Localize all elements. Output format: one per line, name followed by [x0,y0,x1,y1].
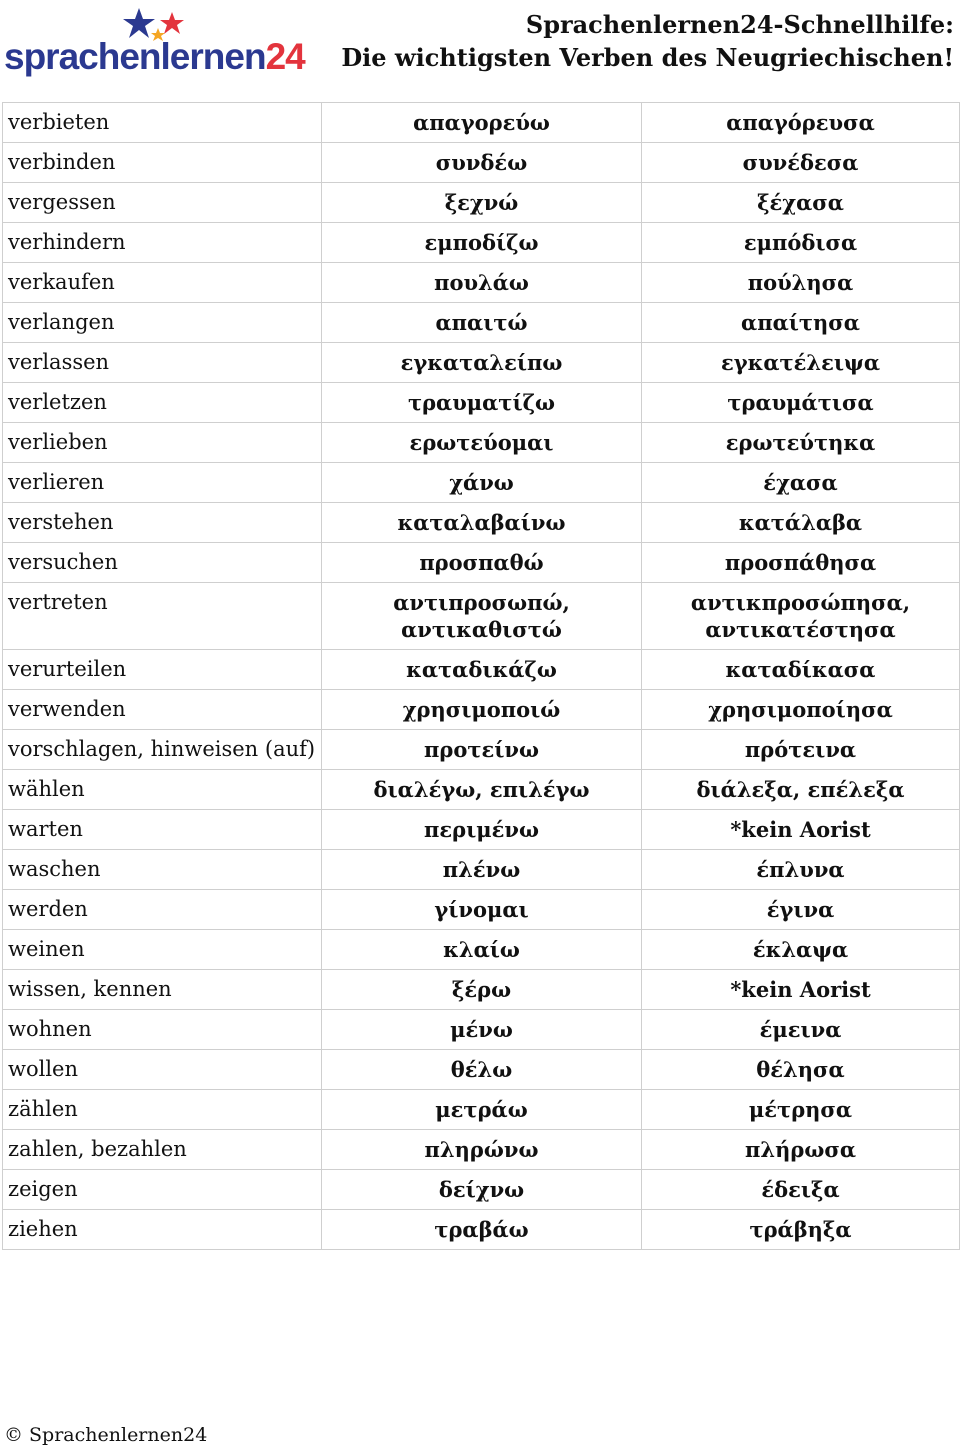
greek-aorist-cell: έκλαψα [642,930,960,970]
greek-present-cell: προσπαθώ [322,543,642,583]
table-row [3,183,960,223]
greek-aorist-cell: πούλησα [642,263,960,303]
german-verb-cell: verbinden [3,143,322,183]
german-verb-cell: verletzen [3,383,322,423]
greek-aorist-cell: ερωτεύτηκα [642,423,960,463]
german-verb-cell: vorschlagen, hinweisen (auf) [3,730,322,770]
german-verb-cell: waschen [3,850,322,890]
title-line-2: Die wichtigsten Verben des Neugriechischen! [341,43,954,72]
german-verb-cell: vergessen [3,183,322,223]
table-row [3,1050,960,1090]
greek-present-cell: ερωτεύομαι [322,423,642,463]
table-row [3,1130,960,1170]
greek-present-cell: χρησιμοποιώ [322,690,642,730]
page-title [341,8,954,74]
greek-aorist-cell: έδειξα [642,1170,960,1210]
greek-present-cell: εγκαταλείπω [322,343,642,383]
greek-aorist-cell: χρησιμοποίησα [642,690,960,730]
table-row [3,103,960,143]
greek-aorist-cell: αντικπροσώπησα, αντικατέστησα [642,583,960,650]
greek-present-cell: κλαίω [322,930,642,970]
german-verb-cell: versuchen [3,543,322,583]
greek-aorist-cell: απαίτησα [642,303,960,343]
german-verb-cell: wählen [3,770,322,810]
table-row [3,890,960,930]
greek-present-cell: απαιτώ [322,303,642,343]
german-verb-cell: wohnen [3,1010,322,1050]
table-row [3,1170,960,1210]
verb-table-body [3,103,960,1250]
greek-aorist-cell: έγινα [642,890,960,930]
table-row [3,970,960,1010]
greek-present-cell: μένω [322,1010,642,1050]
table-row [3,583,960,650]
greek-aorist-cell: *kein Aorist [642,810,960,850]
greek-aorist-cell: έμεινα [642,1010,960,1050]
table-row [3,543,960,583]
german-verb-cell: zählen [3,1090,322,1130]
german-verb-cell: vertreten [3,583,322,650]
table-row [3,810,960,850]
greek-aorist-cell: τραυμάτισα [642,383,960,423]
greek-aorist-cell: τράβηξα [642,1210,960,1250]
greek-present-cell: απαγορεύω [322,103,642,143]
table-row [3,503,960,543]
greek-aorist-cell: διάλεξα, επέλεξα [642,770,960,810]
german-verb-cell: verlieben [3,423,322,463]
table-row [3,303,960,343]
greek-aorist-cell: μέτρησα [642,1090,960,1130]
greek-aorist-cell: *kein Aorist [642,970,960,1010]
greek-present-cell: γίνομαι [322,890,642,930]
greek-present-cell: προτείνω [322,730,642,770]
german-verb-cell: verkaufen [3,263,322,303]
german-verb-cell: zahlen, bezahlen [3,1130,322,1170]
table-row [3,463,960,503]
german-verb-cell: verurteilen [3,650,322,690]
greek-present-cell: δείχνω [322,1170,642,1210]
table-row [3,1090,960,1130]
greek-present-cell: τραυματίζω [322,383,642,423]
greek-aorist-cell: απαγόρευσα [642,103,960,143]
table-row [3,143,960,183]
table-row [3,343,960,383]
greek-aorist-cell: πλήρωσα [642,1130,960,1170]
greek-aorist-cell: έχασα [642,463,960,503]
greek-aorist-cell: πρότεινα [642,730,960,770]
german-verb-cell: verbieten [3,103,322,143]
greek-present-cell: ξέρω [322,970,642,1010]
greek-present-cell: τραβάω [322,1210,642,1250]
greek-present-cell: αντιπροσωπώ, αντικαθιστώ [322,583,642,650]
greek-present-cell: καταδικάζω [322,650,642,690]
greek-present-cell: συνδέω [322,143,642,183]
greek-aorist-cell: ξέχασα [642,183,960,223]
greek-aorist-cell: προσπάθησα [642,543,960,583]
sprachenlernen24-logo [4,6,324,76]
greek-aorist-cell: έπλυνα [642,850,960,890]
greek-aorist-cell: εγκατέλειψα [642,343,960,383]
greek-aorist-cell: κατάλαβα [642,503,960,543]
footer-copyright: © Sprachenlernen24 [4,1424,208,1446]
german-verb-cell: ziehen [3,1210,322,1250]
table-row [3,383,960,423]
table-row [3,263,960,303]
verb-table [2,102,960,1250]
table-row [3,423,960,463]
greek-present-cell: πληρώνω [322,1130,642,1170]
table-row [3,1010,960,1050]
greek-aorist-cell: εμπόδισα [642,223,960,263]
logo-wordmark: sprachenlernen24 [4,36,305,77]
german-verb-cell: wollen [3,1050,322,1090]
german-verb-cell: verhindern [3,223,322,263]
greek-present-cell: εμποδίζω [322,223,642,263]
greek-aorist-cell: καταδίκασα [642,650,960,690]
german-verb-cell: verlangen [3,303,322,343]
german-verb-cell: verstehen [3,503,322,543]
greek-present-cell: χάνω [322,463,642,503]
greek-present-cell: καταλαβαίνω [322,503,642,543]
german-verb-cell: verlieren [3,463,322,503]
greek-aorist-cell: συνέδεσα [642,143,960,183]
greek-present-cell: διαλέγω, επιλέγω [322,770,642,810]
german-verb-cell: weinen [3,930,322,970]
greek-present-cell: ξεχνώ [322,183,642,223]
german-verb-cell: verwenden [3,690,322,730]
greek-present-cell: περιμένω [322,810,642,850]
table-row [3,930,960,970]
table-row [3,690,960,730]
german-verb-cell: werden [3,890,322,930]
german-verb-cell: wissen, kennen [3,970,322,1010]
greek-present-cell: μετράω [322,1090,642,1130]
table-row [3,770,960,810]
greek-present-cell: θέλω [322,1050,642,1090]
german-verb-cell: verlassen [3,343,322,383]
greek-aorist-cell: θέλησα [642,1050,960,1090]
table-row [3,1210,960,1250]
table-row [3,650,960,690]
table-row [3,850,960,890]
table-row [3,730,960,770]
table-row [3,223,960,263]
german-verb-cell: zeigen [3,1170,322,1210]
greek-present-cell: πλένω [322,850,642,890]
title-line-1: Sprachenlernen24-Schnellhilfe: [525,10,954,39]
greek-present-cell: πουλάω [322,263,642,303]
german-verb-cell: warten [3,810,322,850]
